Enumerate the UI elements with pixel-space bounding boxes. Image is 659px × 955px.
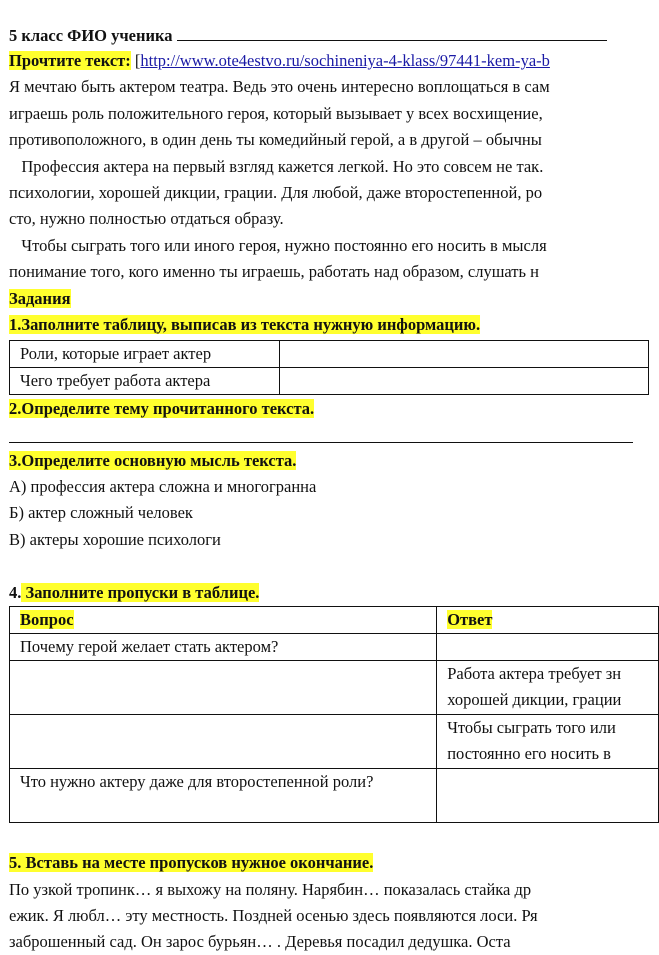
question-cell: Что нужно актеру даже для второстепенной роли? [10, 769, 437, 823]
table-row [10, 661, 659, 715]
col-question-header: Вопрос [10, 607, 437, 634]
text-line: психологии, хорошей дикции, грации. Для любой, даже второстепенной, ро [9, 183, 543, 202]
table-row [10, 368, 649, 395]
task4-table [9, 606, 659, 823]
col-answer-header: Ответ [437, 607, 659, 634]
task2-answer-line[interactable] [9, 442, 633, 443]
text-line: Чтобы сыграть того или иного героя, нужно постоянно его носить в мысля [9, 236, 547, 255]
text-line: понимание того, кого именно ты играешь, работать над образом, слушать н [9, 262, 539, 281]
task1-table [9, 340, 649, 395]
tasks-heading: Задания [9, 289, 71, 308]
text-line: противоположного, в один день ты комедийный герой, а в другой – обычны [9, 130, 542, 149]
answer-cell[interactable] [437, 634, 659, 661]
task5-line: ежик. Я любл… эту местность. Поздней осенью здесь появляются лоси. Ря [9, 906, 538, 925]
task3-option-a[interactable]: А) профессия актера сложна и многогранна [9, 477, 317, 496]
task1-answer-cell[interactable] [280, 341, 649, 368]
class-label: 5 класс ФИО ученика [9, 26, 173, 45]
task4-title [9, 580, 259, 606]
class-name-line [9, 22, 607, 49]
task1-title: 1.Заполните таблицу, выписав из текста нужную информацию. [9, 315, 481, 334]
table-row [10, 715, 659, 769]
task2-title: 2.Определите тему прочитанного текста. [9, 399, 315, 418]
table-row [10, 634, 659, 661]
task5-title: 5. Вставь на месте пропусков нужное окончание. [9, 853, 374, 872]
table-row [10, 607, 659, 634]
text-line: Я мечтаю быть актером театра. Ведь это очень интересно воплощаться в сам [9, 77, 550, 96]
text-line: Профессия актера на первый взгляд кажется легкой. Но это совсем не так. [9, 157, 544, 176]
text-line: играешь роль положительного героя, который вызывает у всех восхищение, [9, 104, 543, 123]
answer-cell: Чтобы сыграть того или постоянно его носить в [437, 715, 659, 769]
table-row [10, 769, 659, 823]
question-cell[interactable] [10, 661, 437, 715]
task4-number: 4. [9, 583, 22, 602]
student-name-blank[interactable] [177, 22, 607, 41]
task1-answer-cell[interactable] [280, 368, 649, 395]
answer-cell[interactable] [437, 769, 659, 823]
source-link[interactable]: http://www.ote4estvo.ru/sochineniya-4-klass/97441-kem-ya-b [140, 51, 550, 70]
task3-option-b[interactable]: Б) актер сложный человек [9, 503, 193, 522]
task4-title-text: Заполните пропуски в таблице. [21, 583, 260, 602]
question-cell[interactable] [10, 715, 437, 769]
task1-row-label: Роли, которые играет актер [10, 341, 280, 368]
task3-option-c[interactable]: В) актеры хорошие психологи [9, 530, 221, 549]
task1-row-label: Чего требует работа актера [10, 368, 280, 395]
link-bracket: [ [134, 51, 141, 70]
table-row [10, 341, 649, 368]
read-text-line [9, 48, 550, 74]
text-line: сто, нужно полностью отдаться образу. [9, 209, 284, 228]
read-text-label: Прочтите текст: [9, 51, 131, 70]
task3-title: 3.Определите основную мысль текста. [9, 451, 297, 470]
question-cell: Почему герой желает стать актером? [10, 634, 437, 661]
task5-line: По узкой тропинк… я выхожу на поляну. Нарябин… показалась стайка др [9, 880, 532, 899]
task5-line: заброшенный сад. Он зарос бурьян… . Деревья посадил дедушка. Оста [9, 932, 511, 951]
answer-cell: Работа актера требует зн хорошей дикции, грации [437, 661, 659, 715]
